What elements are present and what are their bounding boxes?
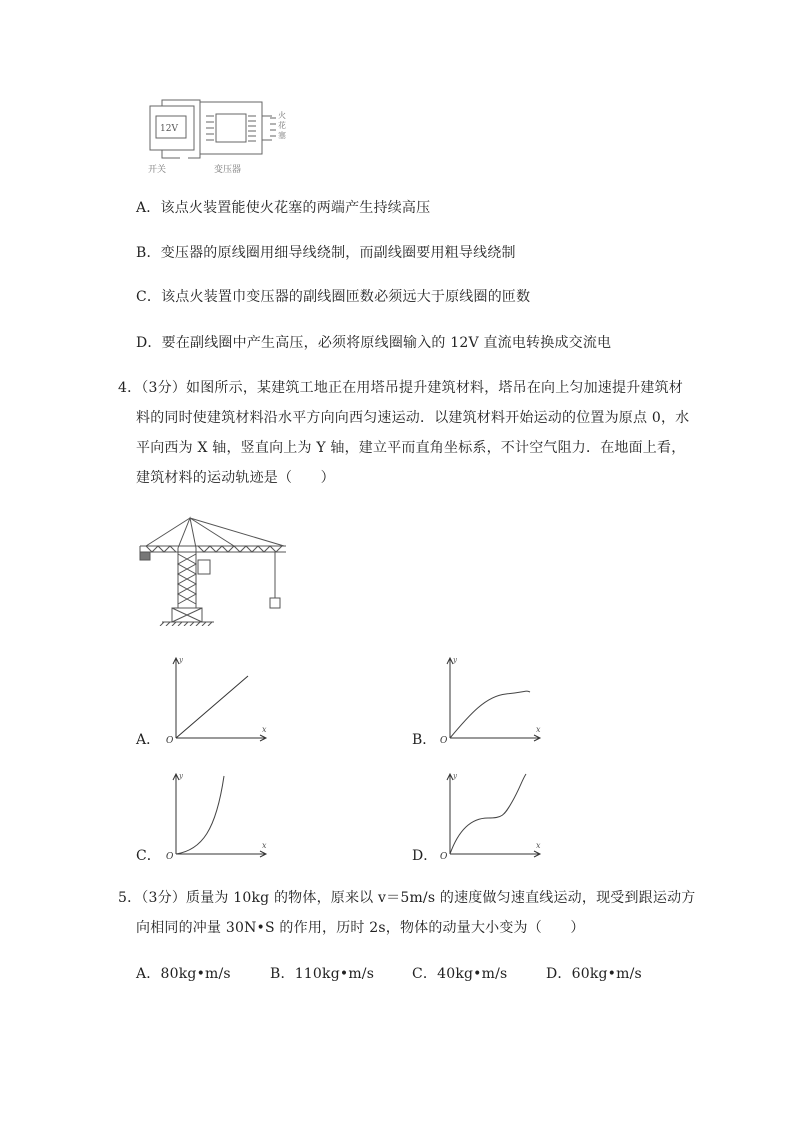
q4-graph-b[interactable] (436, 650, 548, 746)
svg-text:O: O (166, 852, 174, 862)
spark-plug-label-3: 塞 (278, 131, 286, 140)
spark-plug-label-1: 火 (278, 111, 286, 120)
q4-stem-line-3: 平向西为 X 轴，竖直向上为 Y 轴，建立平而直角坐标系，不计空气阻力．在地面上看， (136, 440, 686, 456)
svg-text:O: O (440, 736, 448, 746)
q5-option-c[interactable]: C．40kg•m/s (412, 966, 508, 982)
q3-option-a[interactable]: A．该点火装置能使火花塞的两端产生持续高压 (136, 200, 431, 216)
svg-text:O: O (166, 736, 174, 746)
q4-stem-line-1: 4．（3分）如图所示，某建筑工地正在用塔吊提升建筑材料，塔吊在向上匀加速提升建筑材 (118, 380, 684, 396)
svg-text:x: x (262, 725, 267, 734)
q3-option-c[interactable]: C．该点火装置巾变压器的副线圈匝数必须远大于原线圈的匝数 (136, 289, 531, 305)
svg-text:y: y (453, 772, 457, 780)
spark-plug-label-2: 花 (278, 121, 286, 130)
q4-option-b-label[interactable]: B． (412, 732, 437, 748)
svg-text:y: y (179, 656, 183, 664)
svg-text:x: x (536, 841, 541, 850)
svg-text:y: y (179, 772, 183, 780)
q4-option-a-label[interactable]: A． (136, 732, 161, 748)
svg-text:x: x (536, 725, 541, 734)
q5-stem-line-2: 向相同的冲量 30N•S 的作用，历时 2s，物体的动量大小变为（ ） (136, 920, 585, 936)
ignition-circuit-figure (140, 96, 300, 176)
q3-option-b[interactable]: B．变压器的原线圈用细导线绕制，而副线圈要用粗导线绕制 (136, 245, 516, 261)
q5-option-a[interactable]: A．80kg•m/s (136, 966, 231, 982)
q4-option-c-label[interactable]: C． (136, 848, 161, 864)
q4-stem-line-2: 料的同时使建筑材料沿水平方向向西匀速运动．以建筑材料开始运动的位置为原点 0，水 (136, 410, 690, 426)
transformer-label: 变压器 (214, 165, 242, 175)
tower-crane-figure (134, 514, 294, 626)
q4-graph-d[interactable] (436, 766, 548, 862)
svg-text:y: y (453, 656, 457, 664)
q4-option-d-label[interactable]: D． (412, 848, 438, 864)
q5-option-b[interactable]: B．110kg•m/s (270, 966, 375, 982)
q3-option-d[interactable]: D．要在副线圈中产生高压，必须将原线圈输入的 12V 直流电转换成交流电 (136, 335, 612, 351)
q5-option-d[interactable]: D．60kg•m/s (546, 966, 642, 982)
svg-text:O: O (440, 852, 448, 862)
q5-stem-line-1: 5．（3分）质量为 10kg 的物体，原来以 v＝5m/s 的速度做匀速直线运动，现受到跟运动方 (118, 890, 696, 906)
switch-label: 开关 (148, 165, 167, 175)
q4-graph-a[interactable] (162, 650, 274, 746)
q4-graph-c[interactable] (162, 766, 274, 862)
q4-stem-line-4: 建筑材料的运动轨迹是（ ） (136, 470, 335, 486)
svg-text:x: x (262, 841, 267, 850)
battery-label: 12V (160, 124, 178, 134)
